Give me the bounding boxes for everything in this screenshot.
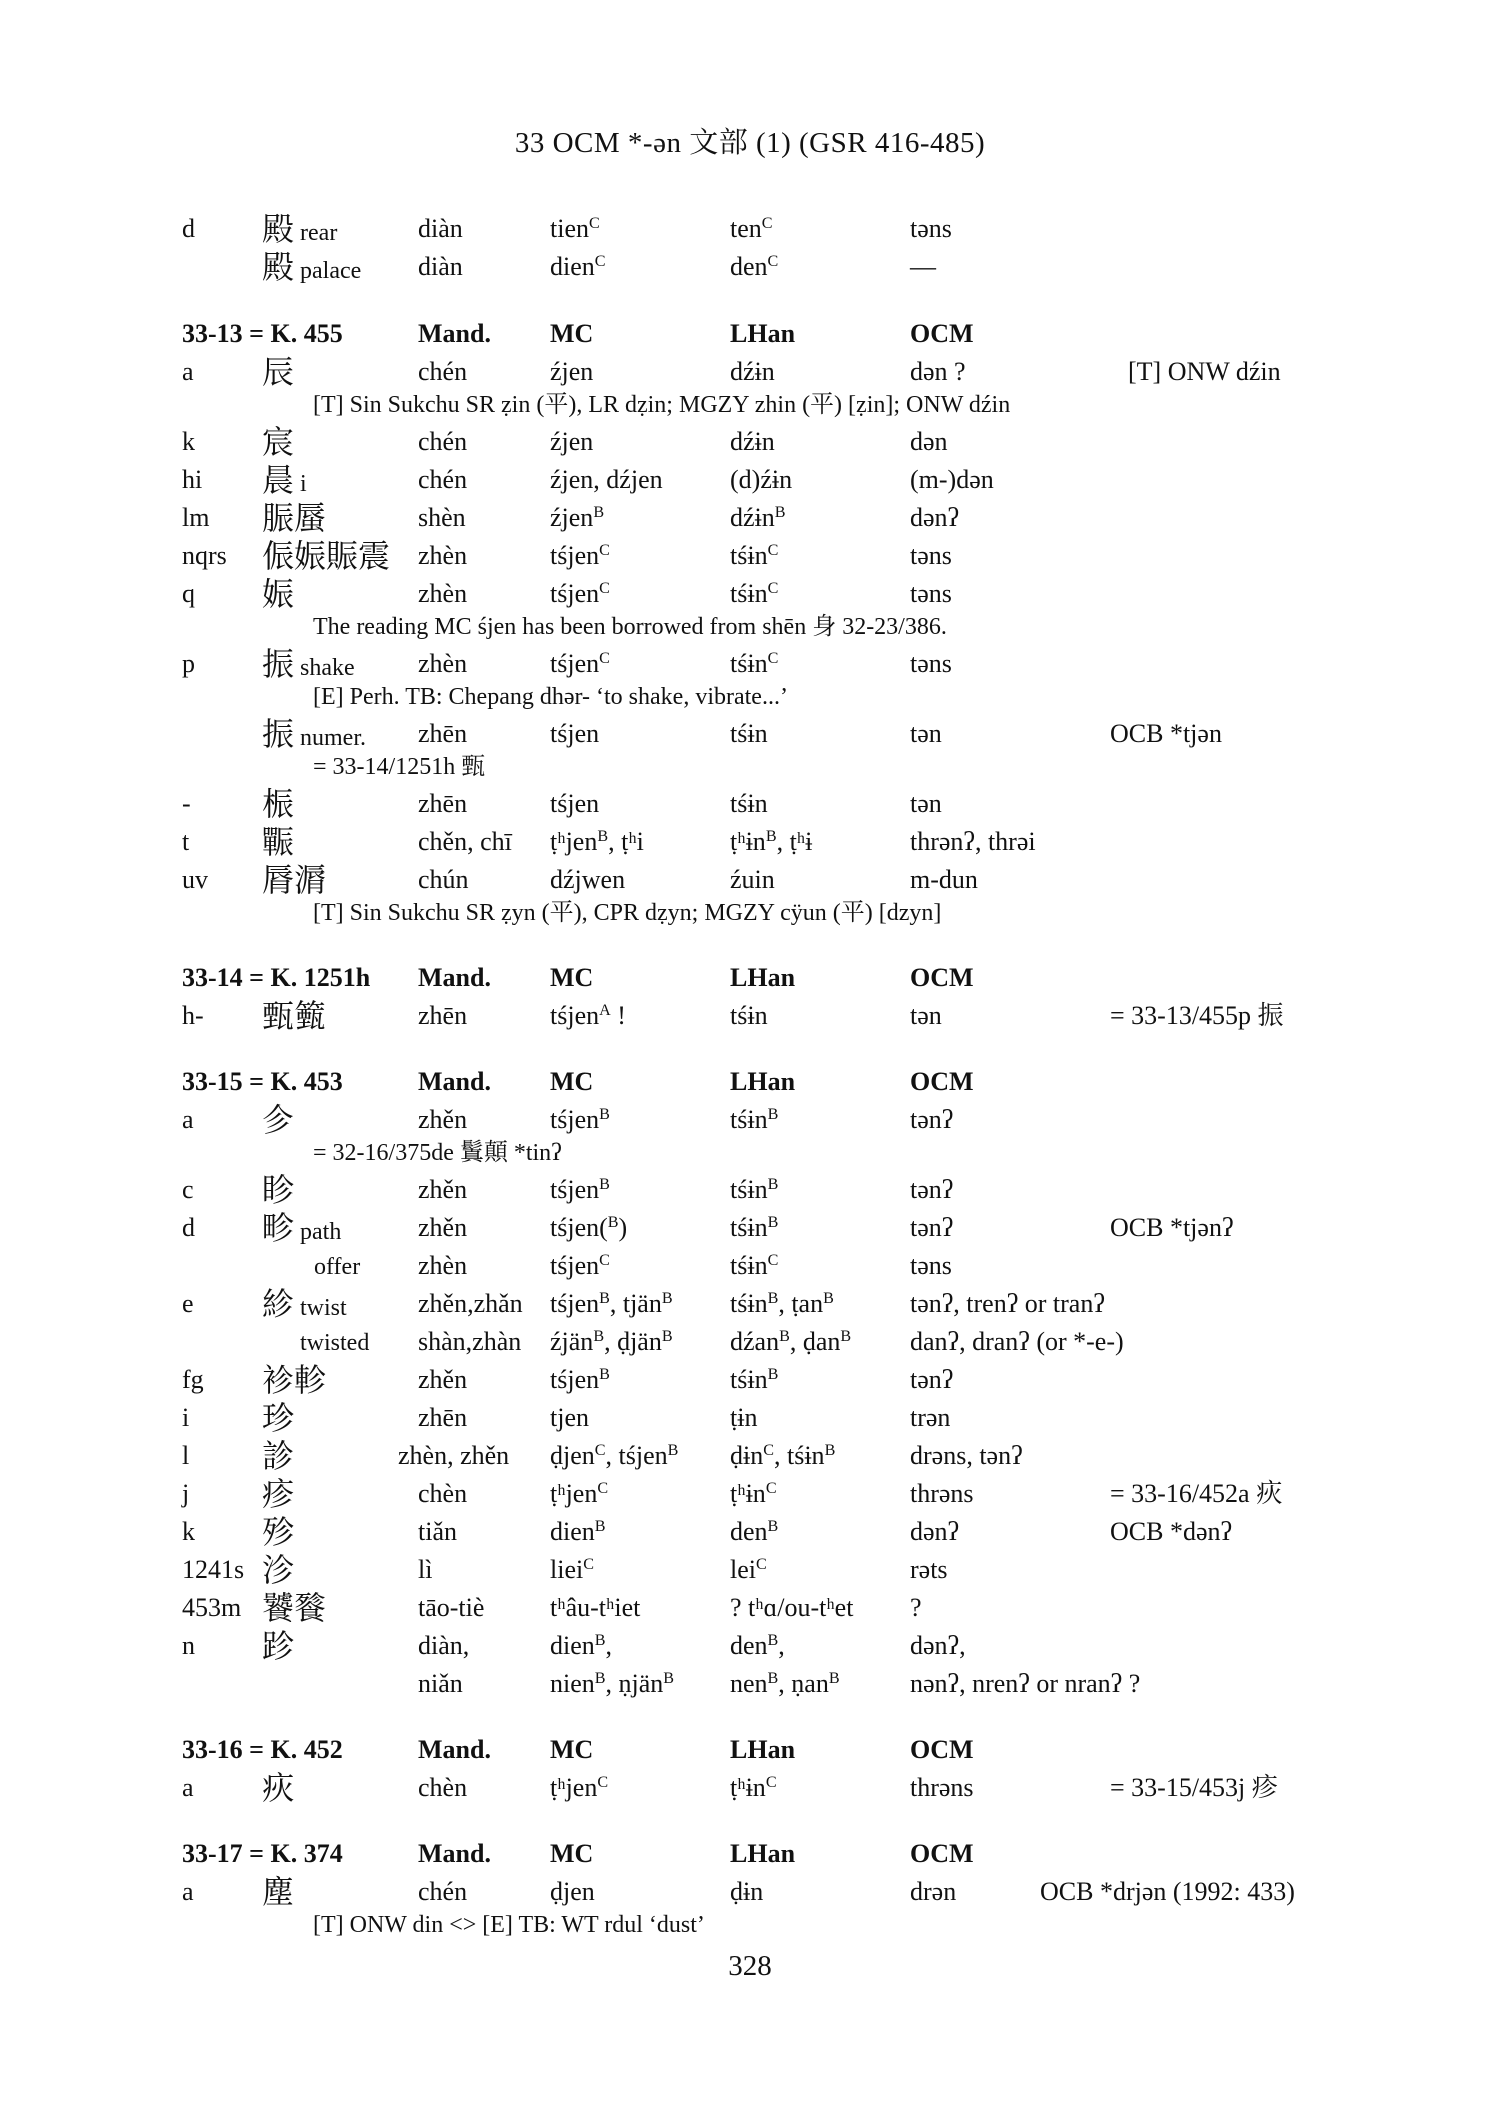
entry-id: uv: [182, 865, 208, 894]
middle-chinese: dien$^B$,: [550, 1631, 613, 1660]
later-han: ? tʰɑ/ou-tʰet: [730, 1593, 854, 1622]
old-chinese: ?: [910, 1593, 922, 1622]
entry-note: The reading MC śjen has been borrowed from shēn 身 32-23/386.: [313, 614, 947, 640]
table-row: [0, 1665, 1500, 1703]
later-han: tśɨn$^B$: [730, 1105, 779, 1134]
mandarin: shèn: [418, 503, 466, 532]
entry-remark: = 33-15/453j 疹: [1110, 1773, 1278, 1802]
old-chinese: dənʔ: [910, 1517, 960, 1546]
mandarin: zhèn: [418, 541, 468, 570]
section-id: 33-14 = K. 1251h: [182, 963, 371, 992]
col-head-mc: MC: [550, 1067, 594, 1096]
entry-remark: = 33-16/452a 疢: [1110, 1479, 1283, 1508]
old-chinese: dənʔ: [910, 503, 960, 532]
col-head-mc: MC: [550, 963, 594, 992]
entry-id: l: [182, 1441, 190, 1470]
graph: 宸: [262, 424, 295, 460]
entry-id: a: [182, 357, 194, 386]
later-han: ten$^C$: [730, 214, 773, 243]
later-han: dźɨn: [730, 357, 775, 386]
old-chinese: (m-)dən: [910, 465, 994, 494]
graph: 侲娠賑震: [262, 538, 391, 574]
table-row: [0, 1627, 1500, 1665]
mandarin: zhèn, zhěn: [398, 1441, 510, 1470]
table-row: [0, 1475, 1500, 1513]
mandarin: zhēn: [418, 789, 468, 818]
middle-chinese: ṭʰjen$^C$: [550, 1773, 609, 1802]
later-han: ṭʰɨn$^C$: [730, 1773, 777, 1802]
entry-id: lm: [182, 503, 210, 532]
entry-id: h-: [182, 1001, 204, 1030]
mandarin: zhěn: [418, 1105, 468, 1134]
graph: 眕: [262, 1172, 295, 1208]
middle-chinese: tśjen$^A$ !: [550, 1001, 626, 1030]
mandarin: zhēn: [418, 1403, 468, 1432]
table-row: [0, 1285, 1500, 1323]
middle-chinese: tśjen: [550, 789, 600, 818]
later-han: nen$^B$, ṇan$^B$: [730, 1669, 840, 1698]
old-chinese: tən: [910, 1001, 942, 1030]
middle-chinese: tien$^C$: [550, 214, 600, 243]
mandarin: zhěn: [418, 1175, 468, 1204]
old-chinese: tən: [910, 719, 942, 748]
middle-chinese: ṭʰjen$^B$, ṭʰi: [550, 827, 644, 856]
mandarin: zhēn: [418, 719, 468, 748]
later-han: ṭʰɨn$^B$, ṭʰɨ: [730, 827, 813, 856]
table-row: [0, 1769, 1500, 1807]
col-head-mand: Mand.: [418, 1735, 491, 1764]
old-chinese: təns: [910, 649, 952, 678]
section-id: 33-17 = K. 374: [182, 1839, 343, 1868]
old-chinese: danʔ, dranʔ (or *-e-): [910, 1327, 1124, 1356]
middle-chinese: tśjen$^B$: [550, 1365, 610, 1394]
later-han: tśɨn$^C$: [730, 579, 779, 608]
middle-chinese: tśjen$^B$: [550, 1105, 610, 1134]
middle-chinese: tśjen$^C$: [550, 579, 610, 608]
entry-id: k: [182, 1517, 195, 1546]
graph: twisted: [300, 1330, 370, 1356]
entry-id: 453m: [182, 1593, 242, 1622]
graph: 辴: [262, 824, 295, 860]
entry-remark: OCB *dənʔ: [1110, 1517, 1233, 1546]
later-han: źuin: [730, 865, 775, 894]
middle-chinese: źjen: [550, 357, 594, 386]
later-han: (d)źɨn: [730, 465, 793, 494]
graph: 娠: [262, 576, 295, 612]
graph: 殿 palace: [262, 249, 362, 285]
section-header: [0, 315, 1500, 353]
table-row: [0, 1513, 1500, 1551]
section-header: [0, 1835, 1500, 1873]
mandarin: zhèn: [418, 1251, 468, 1280]
mandarin: diàn: [418, 214, 463, 243]
col-head-ocm: OCM: [910, 1735, 974, 1764]
table-row: [0, 823, 1500, 861]
graph: 甄籈: [262, 998, 327, 1034]
old-chinese: drəns, tənʔ: [910, 1441, 1023, 1470]
old-chinese: təns: [910, 541, 952, 570]
later-han: tśɨn$^B$: [730, 1175, 779, 1204]
mandarin: zhēn: [418, 1001, 468, 1030]
old-chinese: rəts: [910, 1555, 948, 1584]
entry-note: = 33-14/1251h 甄: [313, 754, 486, 780]
table-row: [0, 1209, 1500, 1247]
later-han: dźɨn: [730, 427, 775, 456]
old-chinese: təns: [910, 579, 952, 608]
mandarin: chén: [418, 1877, 468, 1906]
mandarin: zhěn: [418, 1365, 468, 1394]
graph: 疹: [262, 1476, 295, 1512]
col-head-lhan: LHan: [730, 1735, 796, 1764]
old-chinese: tənʔ: [910, 1105, 954, 1134]
later-han: tśɨn$^B$, ṭan$^B$: [730, 1289, 834, 1318]
page-number: 328: [728, 1950, 772, 1982]
table-row: [0, 1247, 1500, 1285]
graph: 殿 rear: [262, 211, 338, 247]
middle-chinese: źjän$^B$, ḍjän$^B$: [550, 1327, 673, 1356]
entry-id: p: [182, 649, 195, 678]
col-head-mc: MC: [550, 319, 594, 348]
old-chinese: —: [910, 252, 936, 281]
middle-chinese: nien$^B$, ṇjän$^B$: [550, 1669, 675, 1698]
entry-note: [T] ONW din <> [E] TB: WT rdul ‘dust’: [313, 1912, 705, 1938]
table-row: [0, 1873, 1500, 1911]
graph: 跈: [262, 1628, 295, 1664]
table-row: [0, 423, 1500, 461]
old-chinese: təns: [910, 214, 952, 243]
old-chinese: tən: [910, 789, 942, 818]
table-row: [0, 461, 1500, 499]
middle-chinese: źjen: [550, 427, 594, 456]
entry-remark: OCB *tjənʔ: [1110, 1213, 1234, 1242]
page-header: 33 OCM *-ən 文部 (1) (GSR 416-485): [514, 127, 986, 159]
later-han: tśɨn$^B$: [730, 1365, 779, 1394]
old-chinese: tənʔ: [910, 1213, 954, 1242]
old-chinese: dənʔ,: [910, 1631, 966, 1660]
table-row: [0, 210, 1500, 248]
mandarin: tiǎn: [418, 1517, 457, 1546]
entry-note: = 32-16/375de 鬒顛 *tinʔ: [313, 1140, 562, 1166]
later-han: ḍɨn: [730, 1877, 764, 1906]
middle-chinese: tjen: [550, 1403, 589, 1432]
graph: 診: [262, 1438, 295, 1474]
graph: 殄: [262, 1514, 295, 1550]
entry-id: fg: [182, 1365, 204, 1394]
old-chinese: dən: [910, 427, 948, 456]
table-row: [0, 537, 1500, 575]
entry-note: [T] Sin Sukchu SR ẓyn (平), CPR dẓyn; MGZY cÿun (平) [dzyn]: [313, 900, 942, 926]
middle-chinese: ṭʰjen$^C$: [550, 1479, 609, 1508]
entry-id: a: [182, 1877, 194, 1906]
middle-chinese: liei$^C$: [550, 1555, 594, 1584]
mandarin: niǎn: [418, 1669, 463, 1698]
mandarin: lì: [418, 1555, 433, 1584]
graph: 脣漘: [262, 862, 327, 898]
old-chinese: thrəns: [910, 1479, 974, 1508]
entry-id: n: [182, 1631, 195, 1660]
entry-id: hi: [182, 465, 203, 494]
old-chinese: dən ?: [910, 357, 966, 386]
middle-chinese: dźjwen: [550, 865, 626, 894]
middle-chinese: ḍjen$^C$, tśjen$^B$: [550, 1441, 679, 1470]
middle-chinese: źjen, dźjen: [550, 465, 663, 494]
table-row: [0, 715, 1500, 753]
section-id: 33-13 = K. 455: [182, 319, 343, 348]
graph: 㐱: [262, 1102, 295, 1138]
col-head-ocm: OCM: [910, 963, 974, 992]
mandarin: chèn: [418, 1479, 468, 1508]
later-han: tśɨn$^C$: [730, 649, 779, 678]
later-han: dźɨn$^B$: [730, 503, 786, 532]
entry-remark: OCB *tjən: [1110, 719, 1222, 748]
table-row: [0, 1323, 1500, 1361]
mandarin: chén: [418, 427, 468, 456]
graph: 振 numer.: [262, 716, 367, 752]
entry-id: 1241s: [182, 1555, 245, 1584]
old-chinese: trən: [910, 1403, 951, 1432]
entry-id: t: [182, 827, 190, 856]
middle-chinese: dien$^B$: [550, 1517, 606, 1546]
table-row: [0, 1361, 1500, 1399]
old-chinese: nənʔ, nrenʔ or nranʔ ?: [910, 1669, 1141, 1698]
middle-chinese: ḍjen: [550, 1877, 595, 1906]
section-header: [0, 959, 1500, 997]
mandarin: chěn, chī: [418, 827, 512, 856]
entry-id: -: [182, 789, 191, 818]
old-chinese: tənʔ: [910, 1175, 954, 1204]
middle-chinese: tśjen$^C$: [550, 649, 610, 678]
section-id: 33-16 = K. 452: [182, 1735, 343, 1764]
graph: 沴: [262, 1552, 295, 1588]
graph: 辰: [262, 354, 295, 390]
table-row: [0, 997, 1500, 1035]
entry-id: i: [182, 1403, 190, 1432]
table-row: [0, 353, 1500, 391]
middle-chinese: tśjen$^C$: [550, 1251, 610, 1280]
later-han: lei$^C$: [730, 1555, 767, 1584]
mandarin: tāo-tiè: [418, 1593, 485, 1622]
later-han: den$^B$: [730, 1517, 779, 1546]
table-row: [0, 1551, 1500, 1589]
mandarin: chén: [418, 357, 468, 386]
old-chinese: drən: [910, 1877, 957, 1906]
mandarin: diàn,: [418, 1631, 470, 1660]
mandarin: chún: [418, 865, 469, 894]
graph: 晨 i: [262, 462, 307, 498]
later-han: tśɨn$^C$: [730, 541, 779, 570]
graph: 塵: [262, 1874, 295, 1910]
col-head-lhan: LHan: [730, 1839, 796, 1868]
table-row: [0, 1101, 1500, 1139]
graph: 紾 twist: [262, 1286, 347, 1322]
table-row: [0, 861, 1500, 899]
table-row: [0, 785, 1500, 823]
old-chinese: tənʔ, trenʔ or tranʔ: [910, 1289, 1105, 1318]
col-head-mc: MC: [550, 1735, 594, 1764]
section-header: [0, 1731, 1500, 1769]
graph: 脤蜃: [262, 500, 327, 536]
table-row: [0, 248, 1500, 286]
entry-id: k: [182, 427, 195, 456]
graph: 珍: [262, 1400, 295, 1436]
col-head-mand: Mand.: [418, 319, 491, 348]
col-head-lhan: LHan: [730, 319, 796, 348]
table-row: [0, 1437, 1500, 1475]
later-han: tśɨn: [730, 789, 768, 818]
middle-chinese: tśjen$^B$: [550, 1175, 610, 1204]
col-head-mand: Mand.: [418, 963, 491, 992]
mandarin: diàn: [418, 252, 463, 281]
entry-remark: [T] ONW dźin: [1128, 357, 1281, 386]
col-head-ocm: OCM: [910, 1839, 974, 1868]
entry-remark: OCB *drjən (1992: 433): [1040, 1877, 1295, 1906]
section-id: 33-15 = K. 453: [182, 1067, 343, 1096]
table-row: [0, 645, 1500, 683]
middle-chinese: źjen$^B$: [550, 503, 605, 532]
mandarin: chèn: [418, 1773, 468, 1802]
mandarin: zhěn,zhǎn: [418, 1289, 523, 1318]
entry-id: d: [182, 1213, 195, 1242]
middle-chinese: tśjen($^B$): [550, 1213, 628, 1242]
entry-remark: = 33-13/455p 振: [1110, 1001, 1284, 1030]
entry-id: nqrs: [182, 541, 227, 570]
mandarin: chén: [418, 465, 468, 494]
entry-id: j: [182, 1479, 190, 1508]
mandarin: zhèn: [418, 579, 468, 608]
entry-id: e: [182, 1289, 194, 1318]
table-row: [0, 1171, 1500, 1209]
middle-chinese: dien$^C$: [550, 252, 606, 281]
later-han: den$^B$,: [730, 1631, 785, 1660]
entry-note: [T] Sin Sukchu SR ẓin (平), LR dẓin; MGZY zhin (平) [ẓin]; ONW dźin: [313, 392, 1011, 418]
col-head-mc: MC: [550, 1839, 594, 1868]
col-head-lhan: LHan: [730, 1067, 796, 1096]
old-chinese: thrəns: [910, 1773, 974, 1802]
table-row: [0, 1589, 1500, 1627]
middle-chinese: tśjen: [550, 719, 600, 748]
mandarin: shàn,zhàn: [418, 1327, 522, 1356]
old-chinese: thrənʔ, thrəi: [910, 827, 1036, 856]
later-han: tśɨn$^C$: [730, 1251, 779, 1280]
col-head-ocm: OCM: [910, 319, 974, 348]
later-han: ṭʰɨn$^C$: [730, 1479, 777, 1508]
old-chinese: təns: [910, 1251, 952, 1280]
col-head-ocm: OCM: [910, 1067, 974, 1096]
graph: 振 shake: [262, 646, 355, 682]
table-row: [0, 575, 1500, 613]
graph: offer: [314, 1254, 361, 1280]
col-head-mand: Mand.: [418, 1067, 491, 1096]
graph: 饕餮: [262, 1590, 327, 1626]
later-han: dźan$^B$, ḍan$^B$: [730, 1327, 852, 1356]
later-han: ṭɨn: [730, 1403, 758, 1432]
entry-id: d: [182, 214, 195, 243]
section-header: [0, 1063, 1500, 1101]
entry-id: a: [182, 1773, 194, 1802]
old-chinese: m-dun: [910, 865, 978, 894]
graph: 畛 path: [262, 1210, 342, 1246]
later-han: ḍɨn$^C$, tśɨn$^B$: [730, 1441, 836, 1470]
col-head-mand: Mand.: [418, 1839, 491, 1868]
mandarin: zhèn: [418, 649, 468, 678]
graph: 袗軫: [262, 1362, 327, 1398]
table-row: [0, 499, 1500, 537]
middle-chinese: tśjen$^C$: [550, 541, 610, 570]
middle-chinese: tśjen$^B$, tjän$^B$: [550, 1289, 673, 1318]
later-han: tśɨn: [730, 719, 768, 748]
old-chinese: tənʔ: [910, 1365, 954, 1394]
table-row: [0, 1399, 1500, 1437]
graph: 桭: [262, 786, 295, 822]
middle-chinese: tʰâu-tʰiet: [550, 1593, 641, 1622]
entry-note: [E] Perh. TB: Chepang dhər- ‘to shake, vibrate...’: [313, 684, 788, 710]
later-han: den$^C$: [730, 252, 779, 281]
mandarin: zhěn: [418, 1213, 468, 1242]
entry-id: a: [182, 1105, 194, 1134]
entry-id: c: [182, 1175, 194, 1204]
graph: 疢: [262, 1770, 295, 1806]
col-head-lhan: LHan: [730, 963, 796, 992]
later-han: tśɨn$^B$: [730, 1213, 779, 1242]
entry-id: q: [182, 579, 195, 608]
later-han: tśɨn: [730, 1001, 768, 1030]
